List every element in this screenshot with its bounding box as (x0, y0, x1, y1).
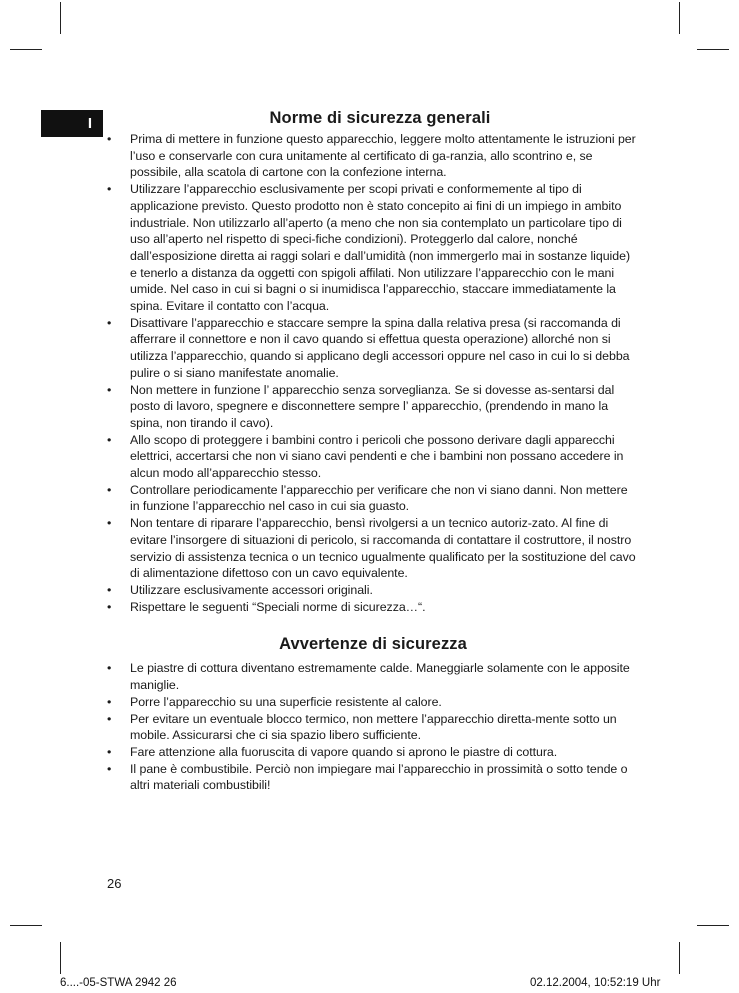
list-item: • Disattivare l’apparecchio e staccare sempre la spina dalla relativa presa (si raccomanda di afferrare il connettore e non il cavo quando si effettua questa operazione) allorché non si utilizza l’apparecchio, quando si applicano degli accessori oppure nel caso in cui lo si debba pulire o si siano manifestate anomalie. (107, 315, 639, 382)
crop-mark-bottom-left (60, 942, 61, 974)
list-item: • Non mettere in funzione l’ apparecchio senza sorveglianza. Se si dovesse as-sentarsi dal posto di lavoro, spegnere e disconnettere sempre l’ apparecchio, (prendendo in mano la spina, non tirando il cavo). (107, 382, 639, 432)
section-title-safety-warnings: Avvertenze di sicurezza (279, 635, 467, 654)
list-item: • Le piastre di cottura diventano estremamente calde. Maneggiarle solamente con le apposite maniglie. (107, 660, 639, 693)
page-number: 26 (107, 876, 122, 891)
crop-mark-bottom-right-h (697, 925, 729, 926)
list-item: • Fare attenzione alla fuoruscita di vapore quando si aprono le piastre di cottura. (107, 744, 639, 761)
general-safety-list (107, 131, 639, 615)
section-title-general-safety: Norme di sicurezza generali (269, 109, 491, 127)
language-tab-label: I (87, 115, 92, 132)
crop-mark-top-left (60, 2, 61, 34)
list-item: • Allo scopo di proteggere i bambini contro i pericoli che possono derivare dagli apparecchi elettrici, accertarsi che non vi siano cavi pendenti e che i bambini non possano accedere in alcun modo all’apparecchio stesso. (107, 432, 639, 482)
footer-file-info: 6....-05-STWA 2942 26 (60, 977, 177, 989)
crop-mark-bottom-left-h (10, 925, 42, 926)
crop-mark-top-right-h (697, 49, 729, 50)
list-item: • Il pane è combustibile. Perciò non impiegare mai l’apparecchio in prossimità o sotto tende o altri materiali combustibili! (107, 761, 639, 794)
list-item: • Prima di mettere in funzione questo apparecchio, leggere molto attentamente le istruzioni per l’uso e conservarle con cura unitamente al certificato di ga-ranzia, allo scontrino e, se possibile, alla scatola di cartone con la confezione interna. (107, 131, 639, 181)
list-item: • Utilizzare esclusivamente accessori originali. (107, 582, 639, 599)
list-item: • Porre l’apparecchio su una superficie resistente al calore. (107, 694, 639, 711)
list-item: • Controllare periodicamente l’apparecchio per verificare che non vi siano danni. Non mettere in funzione l’apparecchio nel caso in cui sia guasto. (107, 482, 639, 515)
crop-mark-bottom-right (679, 942, 680, 974)
list-item: • Non tentare di riparare l’apparecchio, bensì rivolgersi a un tecnico autoriz-zato. Al fine di evitare l’insorgere di situazioni di pericolo, si raccomanda di contattare il costruttore, il nostro servizio di assistenza tecnica o un tecnico ugualmente qualificato per la sostituzione del cavo di alimentazione difettoso con un cavo equivalente. (107, 515, 639, 582)
list-item: • Utilizzare l’apparecchio esclusivamente per scopi privati e conformemente al tipo di applicazione previsto. Questo prodotto non è stato concepito ai fini di un impiego in ambito industriale. Non utilizzarlo all’aperto (a meno che non sia contemplato un particolare tipo di uso all’aperto nel rispetto di speci-fiche condizioni). Proteggerlo dal calore, nonché dall’esposizione diretta ai raggi solari e dall’umidità (non immergerlo mai in sostanze liquide) e tenerlo a distanza da oggetti con spigoli affilati. Non utilizzare l’apparecchio con le mani umide. Nel caso in cui si bagni o si inumidisca l’apparecchio, staccare immediatamente la spina. Evitare il contatto con l’acqua. (107, 181, 639, 315)
language-tab (41, 110, 103, 137)
footer-timestamp: 02.12.2004, 10:52:19 Uhr (530, 977, 661, 989)
list-item: • Per evitare un eventuale blocco termico, non mettere l’apparecchio diretta-mente sotto un mobile. Assicurarsi che ci sia spazio libero sufficiente. (107, 711, 639, 744)
page-content (107, 105, 639, 794)
crop-mark-top-right (679, 2, 680, 34)
crop-mark-top-left-h (10, 49, 42, 50)
list-item: • Rispettare le seguenti “Speciali norme di sicurezza…“. (107, 599, 639, 616)
safety-warnings-list (107, 660, 639, 794)
